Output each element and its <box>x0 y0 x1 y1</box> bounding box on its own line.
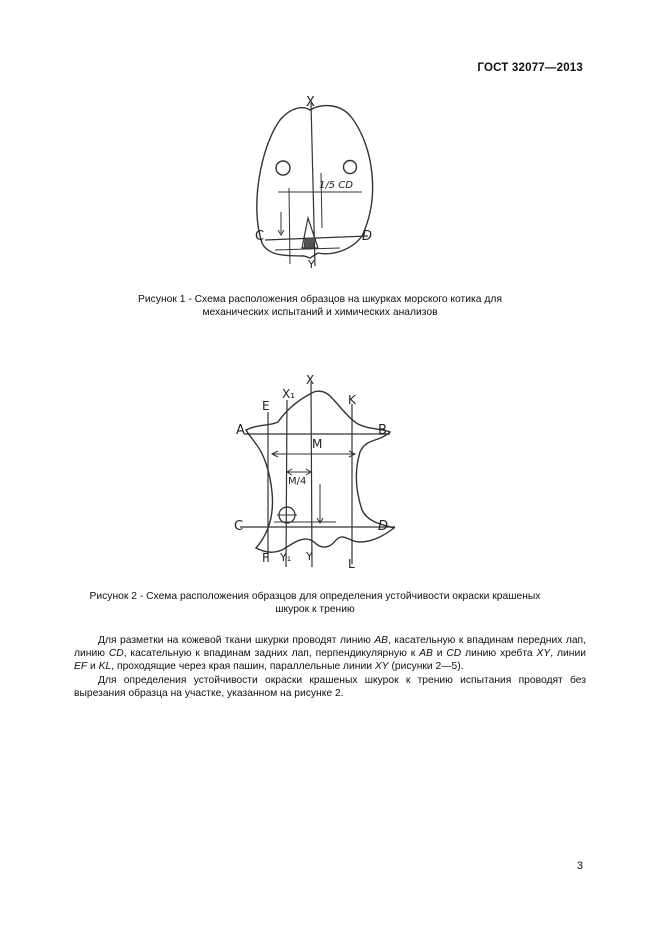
fig2-label-m4: M/4 <box>288 476 307 487</box>
para1-ef: EF <box>74 661 88 673</box>
fig1-label-fraction: 1/5 CD <box>319 180 353 191</box>
para1-ab: AB <box>374 635 389 646</box>
fig2-label-y: Y <box>306 550 313 563</box>
fig2-label-m: M <box>312 437 323 451</box>
fig2-label-f: F <box>262 551 269 565</box>
paragraph-2: Для определения устойчивости окраски крашеных шкурок к трению испытания проводят без вырезания образца на участке, указанном на рисунке 2. <box>74 674 586 699</box>
fig2-label-y1: Y₁ <box>280 551 292 564</box>
figure-2 <box>230 372 410 577</box>
para1-text-c: , касательную к впадинам задних лап, перпендикулярную к <box>123 648 420 660</box>
fig1-label-y: Y <box>308 258 315 271</box>
figure-2-caption <box>60 590 570 616</box>
fig2-label-k: K <box>348 393 356 407</box>
figure-2-caption-line1: Рисунок 2 - Схема расположения образцов для определения устойчивости окраски крашеных <box>89 591 541 602</box>
para1-text-i: (рисунки 2—5). <box>388 661 464 673</box>
fig1-label-d: D <box>362 229 373 244</box>
fig2-label-x: X <box>306 373 315 387</box>
fig1-label-c: C <box>255 229 265 244</box>
fig2-label-a: A <box>236 423 245 438</box>
paragraph-1 <box>74 634 586 674</box>
fig2-label-e: E <box>262 399 270 413</box>
para1-kl: KL <box>98 661 112 673</box>
fig2-label-l: L <box>348 557 355 571</box>
figure-2-drawing <box>230 372 410 577</box>
figure-1-caption-line1: Рисунок 1 - Схема расположения образцов на шкурках морского котика для <box>138 294 502 305</box>
para1-text-e: линию хребта <box>461 648 537 660</box>
figure-2-caption-line2: шкурок к трению <box>275 604 355 615</box>
para1-text-b: , касательную к впадинам передних лап, линию <box>74 635 586 660</box>
para1-cd2: CD <box>446 648 462 660</box>
figure-1-caption-line2: механических испытаний и химических анализов <box>202 307 438 318</box>
figure-1-caption <box>100 293 540 319</box>
para1-text-h: , проходящие через края пашин, параллельные линии <box>111 661 375 673</box>
para1-text-d: и <box>432 648 447 660</box>
fig2-label-x1: X₁ <box>282 387 296 401</box>
para1-text-f: , линии <box>550 648 586 660</box>
para1-xy: XY <box>536 648 551 660</box>
fig2-label-b: B <box>378 423 387 438</box>
para1-xy2: XY <box>374 661 389 673</box>
standard-header: ГОСТ 32077—2013 <box>477 62 583 74</box>
fig1-label-x: X <box>306 95 315 110</box>
para1-text-g: и <box>87 661 99 673</box>
para1-ab2: AB <box>419 648 433 660</box>
figure-1 <box>240 88 390 273</box>
body-text <box>74 634 586 700</box>
figure-1-drawing <box>240 88 390 273</box>
fig2-label-c: C <box>234 519 244 534</box>
para1-cd: CD <box>108 648 124 660</box>
page-number: 3 <box>576 860 583 872</box>
para1-text-a: Для разметки на кожевой ткани шкурки проводят линию <box>98 635 375 646</box>
fig2-label-d: D <box>378 519 389 534</box>
